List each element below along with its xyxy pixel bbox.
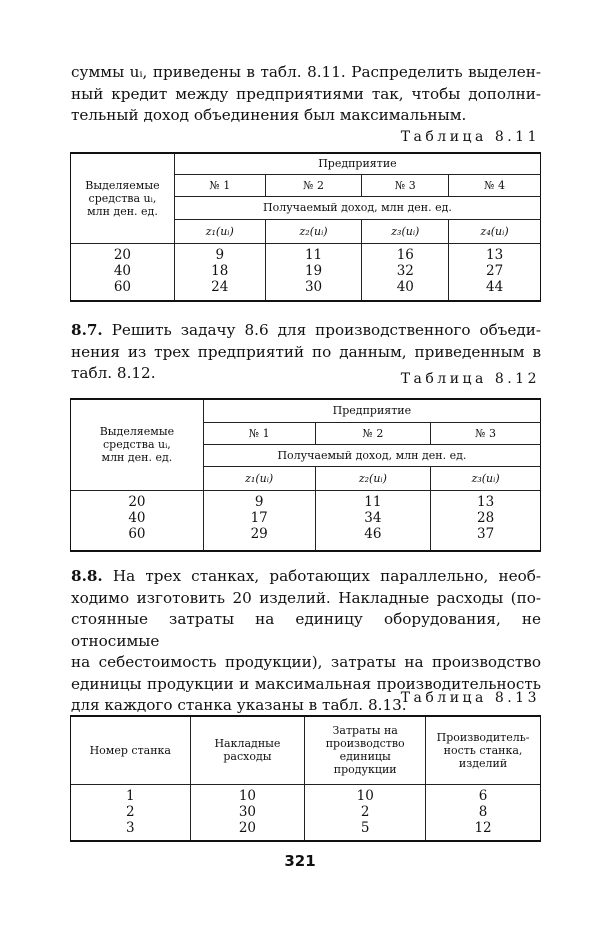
t811-group-header: Предприятие	[174, 153, 540, 174]
table-cell: 9	[254, 493, 264, 510]
t813-header-capacity	[426, 716, 541, 784]
table-cell: 11	[304, 246, 323, 263]
table-cell: 30	[238, 803, 257, 820]
table-cell: 18	[211, 262, 229, 279]
t812-col-z3	[431, 490, 541, 551]
table-8-12-caption: Таблица 8.12	[400, 371, 540, 387]
page-number: 321	[284, 852, 316, 870]
table-cell: 37	[477, 525, 495, 542]
t811-function: z₂(uᵢ)	[265, 219, 362, 243]
problem-8-8-number: 8.8.	[71, 567, 103, 585]
table-cell: 44	[486, 278, 504, 295]
table-8-11-caption: Таблица 8.11	[400, 129, 540, 145]
t813-header-line: продукции	[333, 763, 397, 777]
t811-row-header-line: средства uᵢ,	[88, 191, 157, 205]
table-cell: 16	[396, 246, 414, 263]
t812-group-header: Предприятие	[203, 399, 540, 422]
t811-col-z1	[174, 243, 265, 301]
table-cell: 29	[250, 525, 268, 542]
t812-row-header-line: средства uᵢ,	[103, 438, 171, 452]
table-cell: 20	[113, 246, 132, 263]
t813-header-line: Затраты на	[332, 724, 398, 738]
t813-header-line: расходы	[223, 750, 272, 764]
table-cell: 28	[477, 509, 495, 526]
table-cell: 10	[238, 787, 257, 804]
table-cell: 20	[128, 493, 146, 510]
table-cell: 34	[364, 509, 382, 526]
intro-line-2: ный кредит между предприятиями так, чтобы дополни-	[71, 84, 541, 103]
t813-header-line: Производитель-	[436, 730, 530, 744]
t812-row-header-line: млн ден. ед.	[101, 451, 173, 465]
t812-enterprise: № 2	[315, 422, 431, 444]
table-cell: 10	[356, 787, 374, 804]
table-cell: 46	[364, 525, 382, 542]
table-cell: 1	[125, 787, 135, 804]
t811-enterprise: № 4	[449, 174, 541, 196]
problem-8-8-line-5: единицы продукции и максимальная производительность	[71, 674, 541, 693]
t813-header-line: Накладные	[214, 737, 281, 751]
t812-col-z2	[315, 490, 431, 551]
table-cell: 13	[477, 493, 495, 510]
t813-col-machine	[71, 784, 191, 841]
problem-8-8-line-6: для каждого станка указаны в табл. 8.13.	[71, 696, 407, 714]
table-cell: 6	[478, 787, 488, 804]
table-cell: 2	[125, 803, 135, 820]
problem-8-8-line-1: На трех станках, работающих параллельно, необ-	[112, 567, 542, 585]
t813-header-line: Номер станка	[89, 743, 171, 757]
table-cell: 17	[250, 509, 268, 526]
problem-8-7-line-1: Решить задачу 8.6 для производственного объеди-	[111, 321, 541, 339]
table-cell: 32	[396, 262, 414, 279]
t811-function: z₄(uᵢ)	[449, 219, 541, 243]
t811-col-allocation	[71, 243, 175, 301]
t813-header-line: производство	[325, 737, 405, 751]
t812-function: z₃(uᵢ)	[431, 466, 541, 490]
table-cell: 13	[486, 246, 504, 263]
intro-line-3: тельный доход объединения был максимальным.	[71, 106, 467, 124]
table-cell: 19	[304, 262, 323, 279]
t811-col-z3	[362, 243, 449, 301]
problem-8-7-line-2: нения из трех предприятий по данным, приведенным в	[71, 342, 541, 361]
t812-enterprise: № 1	[203, 422, 315, 444]
t813-col-overhead	[190, 784, 305, 841]
table-cell: 60	[128, 525, 146, 542]
t813-header-line: ность станка,	[443, 743, 523, 757]
t812-income-header: Получаемый доход, млн ден. ед.	[203, 444, 540, 466]
t812-row-header-line: Выделяемые	[99, 425, 175, 439]
t811-function: z₁(uᵢ)	[174, 219, 265, 243]
table-cell: 11	[364, 493, 382, 510]
t813-header-line: изделий	[458, 756, 508, 770]
t813-header-overhead	[190, 716, 305, 784]
problem-8-8-line-3: стоянные затраты на единицу оборудования, не относимые	[71, 610, 541, 650]
table-8-13-caption: Таблица 8.13	[400, 690, 540, 706]
t813-header-machine	[71, 716, 191, 784]
t811-enterprise: № 1	[174, 174, 265, 196]
t813-col-capacity	[426, 784, 541, 841]
t812-col-z1	[203, 490, 315, 551]
t812-col-allocation	[71, 490, 204, 551]
table-cell: 5	[360, 819, 370, 836]
table-8-13	[70, 715, 541, 842]
table-8-11	[70, 152, 541, 302]
table-cell: 2	[360, 803, 370, 820]
t811-income-header: Получаемый доход, млн ден. ед.	[174, 196, 540, 219]
t813-header-line: единицы	[339, 750, 391, 764]
t811-col-z2	[265, 243, 362, 301]
t811-function: z₃(uᵢ)	[362, 219, 449, 243]
intro-paragraph	[71, 62, 541, 127]
t812-function: z₁(uᵢ)	[203, 466, 315, 490]
table-cell: 60	[113, 278, 132, 295]
t811-col-z4	[449, 243, 541, 301]
table-cell: 27	[486, 262, 504, 279]
problem-8-7-number: 8.7.	[71, 321, 103, 339]
t811-row-header-line: млн ден. ед.	[87, 204, 158, 218]
table-8-12	[70, 398, 541, 552]
t811-row-header-line: Выделяемые	[85, 178, 160, 192]
table-cell: 40	[396, 278, 414, 295]
problem-8-7-line-3: табл. 8.12.	[71, 364, 156, 382]
problem-8-8-line-2: ходимо изготовить 20 изделий. Накладные расходы (по-	[71, 588, 541, 607]
table-cell: 12	[474, 819, 492, 836]
table-cell: 40	[113, 262, 132, 279]
table-cell: 30	[304, 278, 323, 295]
t811-row-header	[71, 153, 175, 243]
t813-header-unit-cost	[305, 716, 426, 784]
t813-col-unit-cost	[305, 784, 426, 841]
table-cell: 24	[211, 278, 229, 295]
t812-row-header	[71, 399, 204, 490]
table-cell: 8	[478, 803, 488, 820]
t812-function: z₂(uᵢ)	[315, 466, 431, 490]
t811-enterprise: № 2	[265, 174, 362, 196]
table-cell: 40	[128, 509, 146, 526]
table-cell: 9	[215, 246, 225, 263]
problem-8-8-line-4: на себестоимость продукции), затраты на производство	[71, 653, 541, 671]
t812-enterprise: № 3	[431, 422, 541, 444]
t811-enterprise: № 3	[362, 174, 449, 196]
table-cell: 3	[125, 819, 135, 836]
intro-line-1: суммы uᵢ, приведены в табл. 8.11. Распределить выделен-	[71, 63, 541, 81]
table-cell: 20	[238, 819, 257, 836]
